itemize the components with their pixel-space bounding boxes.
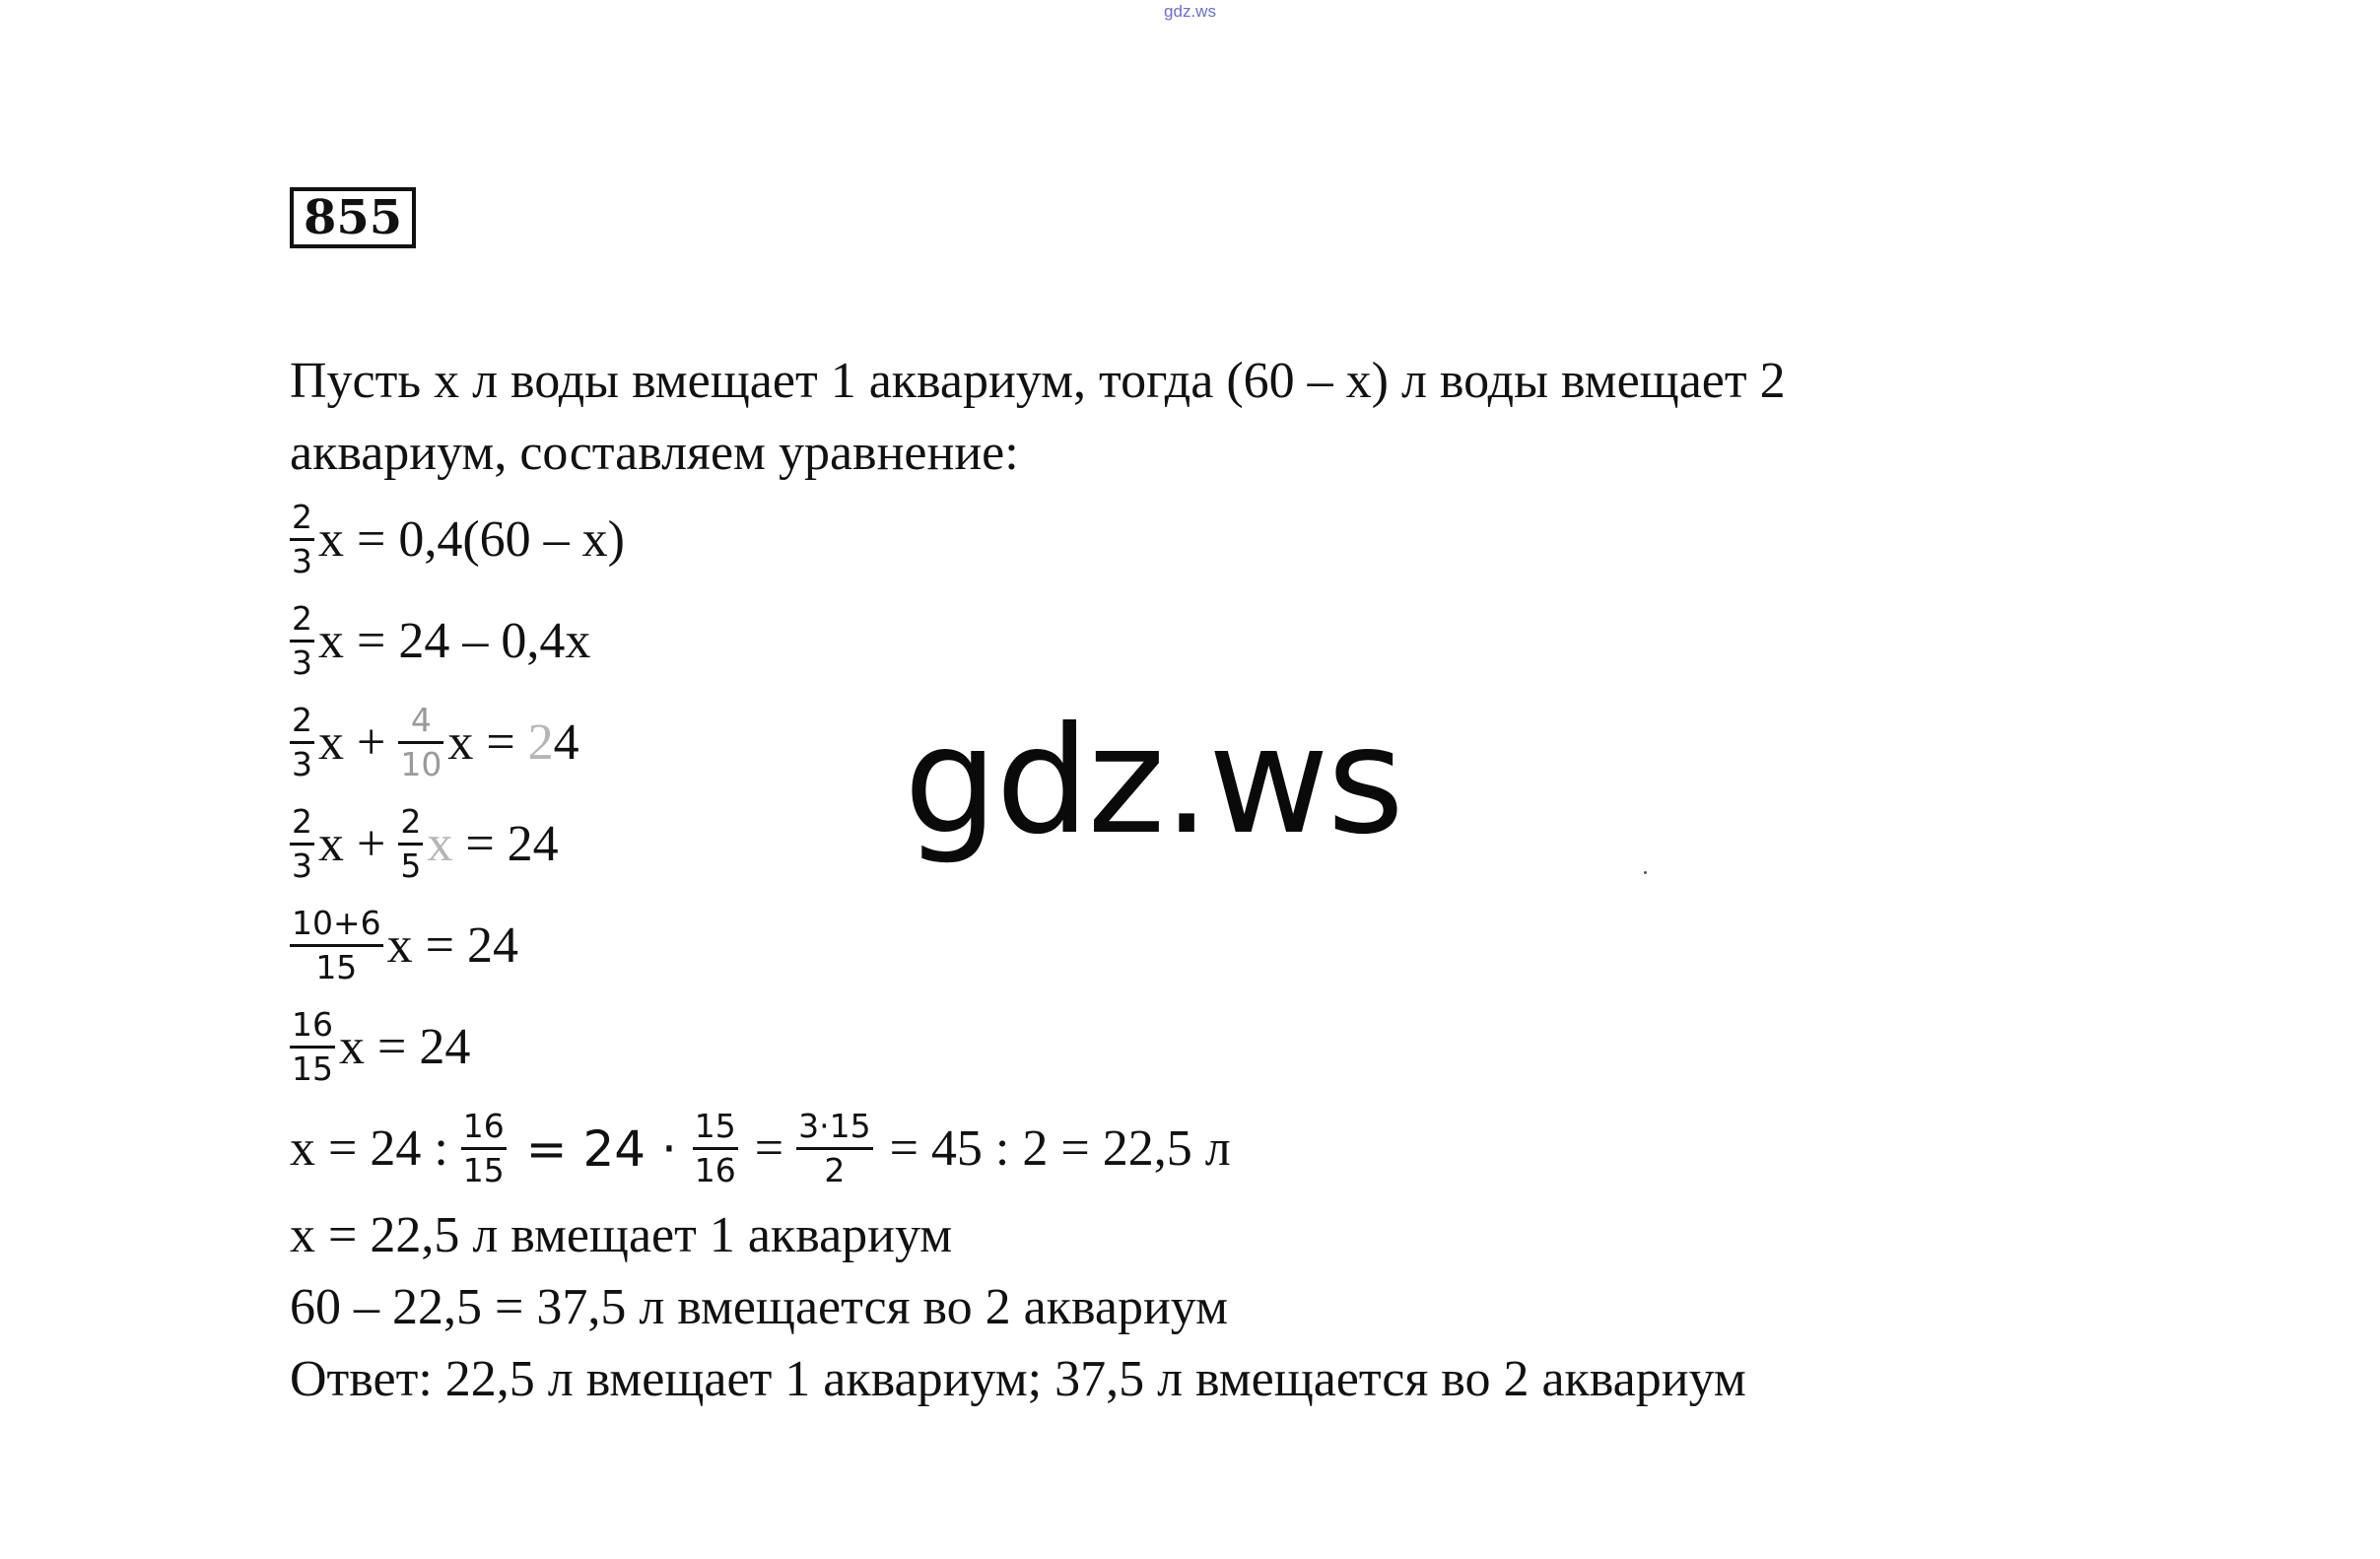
- numerator: 2: [292, 701, 312, 739]
- fraction-bar: [290, 843, 314, 846]
- fraction-bar: [290, 741, 314, 744]
- fraction-bar: [398, 741, 443, 744]
- fraction-bar: [461, 1147, 507, 1150]
- equation-text-faint: 2: [527, 714, 554, 771]
- equation-5: [290, 895, 2162, 996]
- equation-text: = 45 : 2 = 22,5 л: [876, 1120, 1231, 1177]
- equation-text: = 24: [452, 816, 559, 872]
- denominator: 3: [292, 847, 312, 885]
- equation-text-faint: х: [427, 816, 453, 872]
- problem-number-box: 855: [290, 187, 416, 248]
- stray-dot: [1644, 871, 1647, 874]
- fraction: [290, 701, 314, 784]
- fraction-bar: [693, 1147, 738, 1150]
- denominator: 3: [292, 644, 312, 682]
- equation-text: х = 24 – 0,4х: [318, 613, 591, 669]
- equation-text: х =: [447, 714, 528, 771]
- fraction-bar: [290, 944, 383, 947]
- numerator: 15: [694, 1107, 736, 1145]
- answer-line: Ответ: 22,5 л вмещает 1 аквариум; 37,5 л вмещается во 2 аквариум: [290, 1351, 1746, 1407]
- denominator: 5: [400, 847, 422, 885]
- equation-6: [290, 996, 2162, 1098]
- numerator: 2: [292, 802, 312, 841]
- fraction: [290, 498, 314, 581]
- numerator: 16: [292, 1005, 333, 1044]
- equation-1: [290, 489, 2162, 590]
- denominator: 3: [292, 745, 312, 783]
- conclusion-line-2: 60 – 22,5 = 37,5 л вмещается во 2 аквариум: [290, 1279, 1229, 1335]
- fraction: [290, 599, 314, 683]
- equation-2: [290, 590, 2162, 692]
- numerator: 2: [292, 599, 312, 638]
- fraction: [290, 1005, 335, 1089]
- fraction: [398, 701, 443, 784]
- fraction: [290, 802, 314, 886]
- numerator: 3·15: [798, 1107, 871, 1145]
- equation-text: 4: [553, 714, 579, 771]
- equation-text: х = 24 :: [290, 1120, 461, 1177]
- fraction: [290, 904, 383, 987]
- denominator: 3: [292, 542, 312, 580]
- denominator: 15: [462, 1151, 505, 1189]
- equation-text: =: [741, 1120, 797, 1177]
- denominator: 16: [694, 1151, 736, 1189]
- fraction: [796, 1107, 872, 1190]
- denominator: 15: [292, 1050, 333, 1088]
- numerator: 4: [410, 701, 432, 739]
- equation-text: х = 24: [339, 1019, 471, 1075]
- center-watermark: gdz.ws: [904, 696, 1402, 867]
- equation-text: х = 0,4(60 – х): [318, 511, 625, 568]
- intro-line-2: аквариум, составляем уравнение:: [290, 425, 1019, 481]
- numerator: 2: [400, 802, 422, 841]
- denominator: 2: [824, 1151, 846, 1189]
- conclusion-line-1: х = 22,5 л вмещает 1 аквариум: [290, 1207, 953, 1263]
- fraction: [693, 1107, 738, 1190]
- numerator: 10+6: [292, 904, 381, 942]
- equation-text: = 24 ·: [510, 1119, 693, 1178]
- fraction: [461, 1107, 507, 1190]
- fraction-bar: [796, 1147, 872, 1150]
- top-watermark: gdz.ws: [1164, 2, 1216, 21]
- fraction-bar: [290, 538, 314, 541]
- denominator: 10: [400, 745, 442, 783]
- fraction-bar: [290, 1046, 335, 1049]
- fraction-bar: [290, 640, 314, 643]
- equation-text: х +: [318, 816, 399, 872]
- equation-7: [290, 1098, 2162, 1199]
- intro-line-1: Пусть х л воды вмещает 1 аквариум, тогда (60 – х) л воды вмещает 2: [290, 353, 1786, 409]
- fraction: [398, 802, 423, 886]
- equation-text: х +: [318, 714, 399, 771]
- fraction-bar: [398, 843, 423, 846]
- numerator: 2: [292, 498, 312, 536]
- denominator: 15: [315, 948, 358, 986]
- solution-body: [290, 345, 2162, 1415]
- numerator: 16: [462, 1107, 505, 1145]
- equation-text: х = 24: [386, 917, 518, 974]
